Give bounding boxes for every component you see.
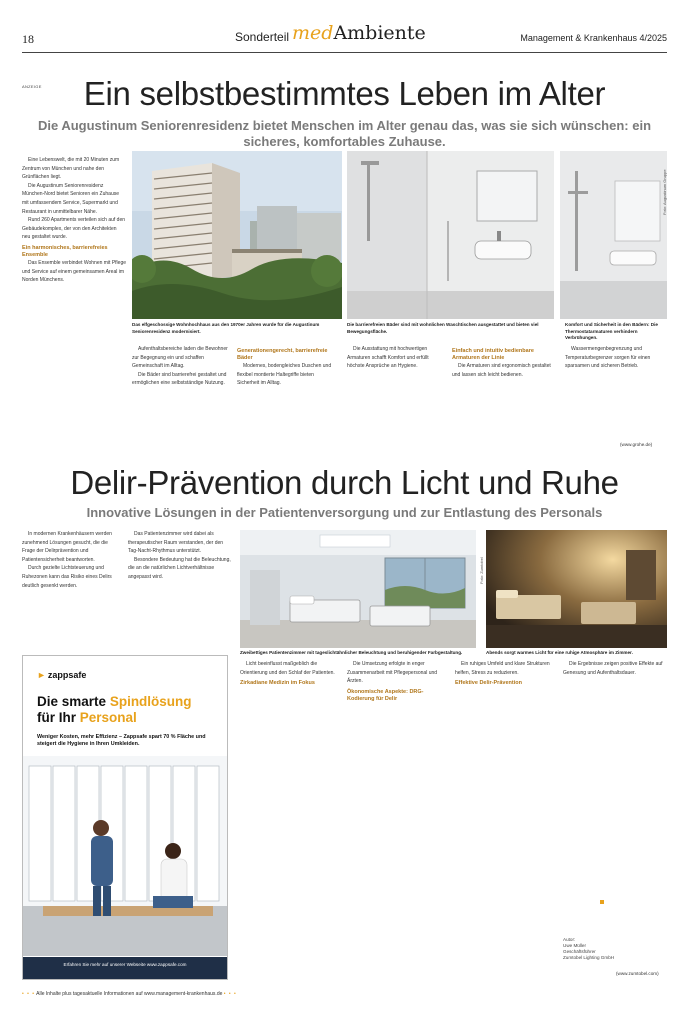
- article2-subheading-3: Effektive Delir-Prävention: [455, 680, 522, 687]
- caption-bathroom-1: Die barrierefreien Bäder sind mit wohnlichen Waschtischen ausgestattet und bieten viel Bewegungsfläche.: [347, 322, 539, 334]
- article2-subheading-1: Zirkadiane Medizin im Fokus: [240, 680, 315, 687]
- ad-kicker: ANZEIGE: [22, 84, 42, 89]
- article1-column-3: [237, 345, 337, 452]
- photo-credit-2: Foto: Zumtobel: [479, 557, 484, 584]
- ad-brand-name: zappsafe: [47, 670, 87, 680]
- page-footer: [22, 991, 667, 997]
- paragraph: Eine Lebenswelt, die mit 20 Minuten zum Zentrum von München und nahe den Grünflächen liegt.: [22, 157, 120, 181]
- article1-column-2: [132, 345, 232, 452]
- advertisement-zappsafe[interactable]: [22, 655, 228, 980]
- ad-body: Weniger Kosten, mehr Effizienz – Zappsafe spart 70 % Fläche und steigert die Hygiene in Ihren Umkleiden.: [37, 734, 206, 747]
- article1-column-4: [347, 345, 447, 452]
- end-mark: [600, 900, 604, 904]
- article2-source: (www.zumtobel.com): [616, 971, 659, 976]
- article2-subheading-2: Ökonomische Aspekte: DRG-Kodierung für Delir: [347, 688, 424, 702]
- paragraph: Licht beeinflusst maßgeblich die Orientierung und den Schlaf der Patienten.: [240, 661, 335, 676]
- author-name: Uwe Müller: [563, 943, 586, 948]
- page-header: [22, 22, 667, 50]
- paragraph: Die Ausstattung mit hochwertigen Armaturen schafft Komfort und erfüllt höchste Ansprüche an Hygiene.: [347, 346, 429, 370]
- bathroom-photo: [347, 151, 554, 319]
- paragraph: Die Augustinum Seniorenresidenz München-Nord bietet Senioren ein Zuhause mit umfassendem Service, Supermarkt und Restaurant in unmittelbarer Nähe.: [22, 182, 120, 215]
- author-company: Zumtobel Lighting GmbH: [563, 955, 615, 960]
- article2-column-3: [240, 660, 342, 975]
- paragraph: Aufenthaltsbereiche laden die Bewohner zur Begegnung ein und schaffen Gemeinschaft im Alltag.: [132, 346, 228, 370]
- section-label: Sonderteil: [235, 30, 290, 44]
- page-number: 18: [22, 32, 34, 46]
- patient-room-photo-day: [240, 530, 476, 648]
- ad-headline-highlight: Spindlösung: [109, 694, 192, 709]
- issue-label: Management & Krankenhaus 4/2025: [520, 33, 667, 43]
- logo-med: med: [292, 22, 334, 44]
- footer-dots-left: • • •: [22, 991, 36, 997]
- caption-room-day: Zweibettiges Patientenzimmer mit tageslichtähnlicher Beleuchtung und beruhigender Farbgestaltung.: [240, 650, 463, 655]
- logo-ambiente: Ambiente: [333, 22, 426, 44]
- article1-column-5: [452, 345, 556, 452]
- bathroom-photo-2: [560, 151, 667, 319]
- photo-credit: Foto: Augustinum Gruppe: [662, 169, 667, 215]
- paragraph: Ein ruhiges Umfeld und klare Strukturen helfen, Stress zu reduzieren.: [455, 661, 550, 676]
- article2-column-2: [128, 530, 234, 648]
- paragraph: Die Bäder sind barrierefrei gestaltet und ermöglichen eine selbstständige Nutzung.: [132, 371, 227, 387]
- author-role: Geschäftsführer: [563, 949, 596, 954]
- header-rule: [22, 52, 667, 53]
- paragraph: Die Armaturen sind ergonomisch gestaltet und lassen sich leicht bedienen.: [452, 363, 551, 378]
- ad-headline: [37, 694, 217, 726]
- footer-link[interactable]: Alle Inhalte plus tagesaktuelle Informationen auf www.management-krankenhaus.de: [36, 991, 223, 997]
- paragraph: Das Patientenzimmer wird dabei als therapeutischer Raum verstanden, der den Tag-Nacht-Rhythmus unterstützt.: [128, 531, 224, 555]
- ad-headline-highlight: Personal: [79, 710, 137, 725]
- paragraph: Das Ensemble verbindet Wohnen mit Pflege und Service auf einem gemeinsamen Areal im Norden Münchens.: [22, 259, 126, 284]
- ad-footer[interactable]: Erfahren Sie mehr auf unserer Webseite www.zappsafe.com: [23, 957, 227, 979]
- ad-locker-photo: [23, 756, 227, 956]
- article2-title: Delir-Prävention durch Licht und Ruhe: [70, 464, 619, 501]
- paragraph: Wassermengenbegrenzung und Temperaturbegrenzer sorgen für einen sparsamen und sicheren Betrieb.: [565, 346, 651, 370]
- patient-room-photo-night: [486, 530, 667, 648]
- author-box: [563, 937, 614, 961]
- paragraph: Besondere Bedeutung hat die Beleuchtung, die an die natürlichen Lichtverhältnisse angepasst wird.: [128, 556, 231, 580]
- article1-title: Ein selbstbestimmtes Leben im Alter: [83, 75, 606, 112]
- caption-room-night: Abends sorgt warmes Licht für eine ruhige Atmosphäre im Zimmer.: [486, 650, 633, 655]
- paragraph: Modernes, bodengleiches Duschen und flexibel montierte Haltegriffe bieten Sicherheit im Alltag.: [237, 363, 332, 387]
- article2-column-1: [22, 530, 122, 648]
- article1-subheading-3: Einfach und intuitiv bedienbare Armaturen der Linie: [452, 348, 534, 361]
- paragraph: Durch gezielte Lichtsteuerung und Ruhezonen kann das Risiko eines Delirs deutlich gesenkt werden.: [22, 565, 112, 589]
- ad-headline-part: für Ihr: [37, 710, 76, 725]
- article1-source: (www.grohe.de): [620, 442, 653, 447]
- article2-column-6: [563, 660, 667, 930]
- building-photo: [132, 151, 342, 319]
- footer-dots-right: • • •: [223, 991, 237, 997]
- article1-subtitle: Die Augustinum Seniorenresidenz bietet Menschen im Alter genau das, was sie sich wünschen: ein sicheres, komfortables Zuhause.: [37, 118, 652, 149]
- article2-column-4: [347, 660, 449, 975]
- paragraph: Die Umsetzung erfolgte in enger Zusammenarbeit mit Pflegepersonal und Ärzten.: [347, 661, 438, 685]
- article2-column-5: [455, 660, 557, 975]
- caption-building: Das elfgeschossige Wohnhochhaus aus den 1970er Jahren wurde für die Augustinum Seniorenresidenz modernisiert.: [132, 322, 320, 334]
- author-label: Autor:: [563, 937, 576, 942]
- paragraph: Rund 260 Apartments verteilen sich auf den Gebäudekomplex, der von den Architekten neu gestaltet wurde.: [22, 217, 126, 241]
- brand-arrow-icon: ►: [37, 670, 46, 680]
- article1-subheading: Ein harmonisches, barrierefreies Ensemble: [22, 244, 108, 258]
- ad-headline-part: Die smarte: [37, 694, 107, 709]
- article1-subheading-2: Generationengerecht, barrierefreie Bäder: [237, 348, 328, 361]
- paragraph: Die Ergebnisse zeigen positive Effekte auf Genesung und Aufenthaltsdauer.: [563, 661, 663, 676]
- caption-bathroom-2: Komfort und Sicherheit in den Bädern: Die Thermostatarmaturen verhindern Verbrühungen.: [565, 322, 658, 340]
- article1-column-6: [565, 345, 667, 437]
- article2-subtitle: Innovative Lösungen in der Patientenversorgung und zur Entlastung des Personals: [86, 505, 603, 520]
- article1-column-1: [22, 156, 126, 452]
- paragraph: In modernen Krankenhäusern werden zunehmend Lösungen gesucht, die die Frage der Delirprävention und Patientensicherheit beantworten.: [22, 531, 112, 563]
- magazine-logo: [292, 22, 426, 44]
- ad-brand: [37, 670, 86, 680]
